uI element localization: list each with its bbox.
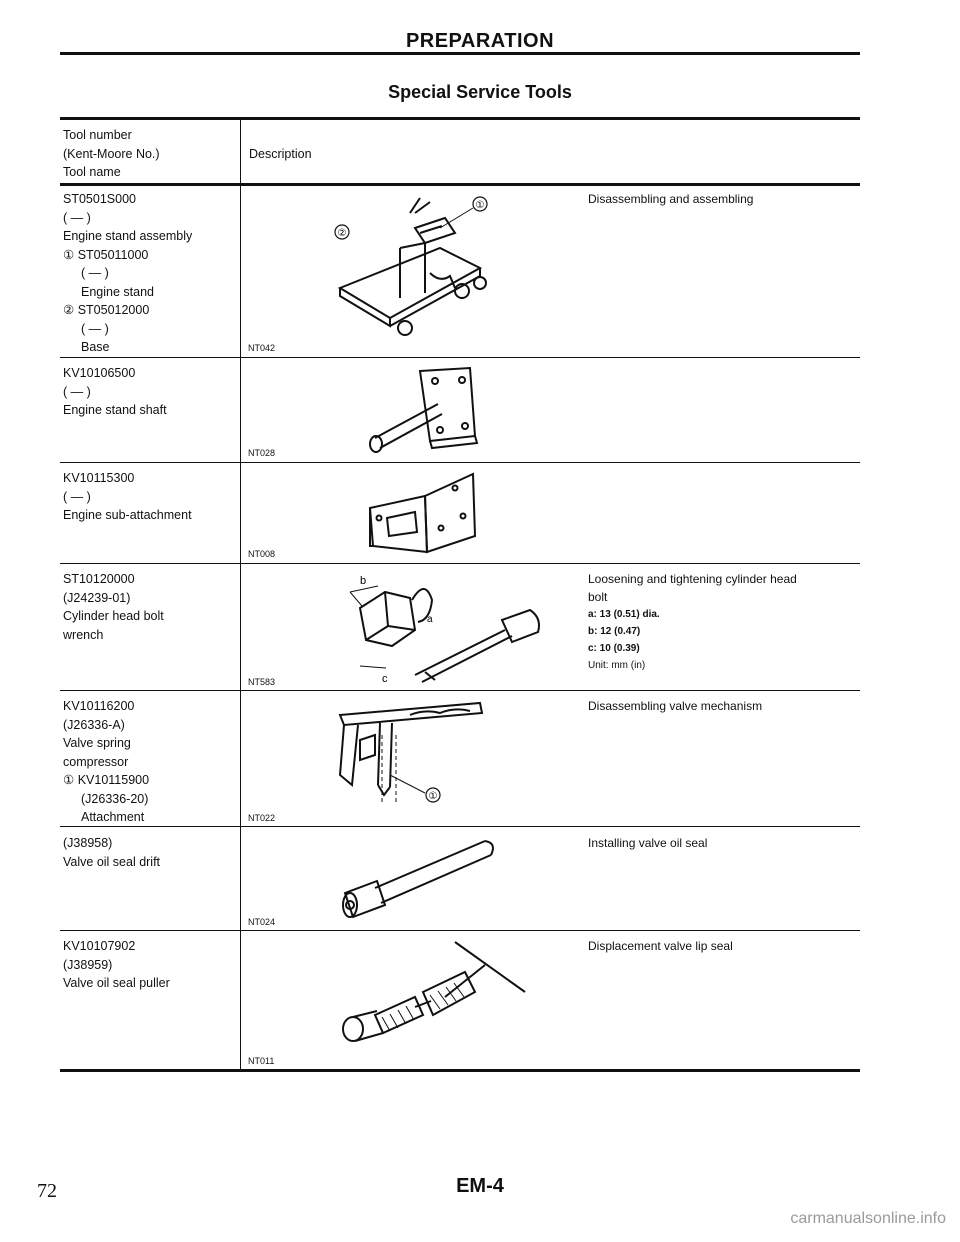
part-kent-moore: ( — ) [81, 266, 109, 280]
kent-moore-number: (J38959) [63, 957, 113, 972]
tool-description [588, 570, 797, 674]
engine-stand-illustration [330, 188, 530, 348]
head-bolt-wrench-illustration [330, 570, 560, 685]
kent-moore-number: ( — ) [63, 489, 91, 504]
figure-code: NT022 [248, 813, 276, 823]
spec-line: a: 13 (0.51) dia. [588, 609, 660, 620]
tool-name: Valve oil seal puller [63, 976, 170, 990]
part-name: Engine stand [81, 284, 154, 299]
stand-shaft-illustration [360, 366, 490, 458]
figure-code: NT583 [248, 677, 276, 687]
callout-1-marker [440, 197, 487, 228]
part-marker: ② [63, 303, 75, 317]
dimension-label-c: c [382, 673, 388, 685]
table-row [63, 834, 160, 871]
figure-code: NT042 [248, 343, 276, 353]
tool-name: Engine stand assembly [63, 229, 193, 243]
table-row [63, 570, 164, 644]
table-row [63, 190, 192, 357]
header-line: (Kent-Moore No.) [63, 146, 160, 161]
figure-code: NT028 [248, 448, 276, 458]
section-subtitle: Special Service Tools [388, 82, 572, 102]
callout-2-marker [335, 225, 349, 239]
page-number: 72 [37, 1180, 57, 1202]
unit-label: Unit: mm (in) [588, 660, 646, 671]
tool-number: ST0501S000 [63, 192, 136, 206]
tool-name: Cylinder head bolt [63, 609, 164, 623]
tool-name: Valve oil seal drift [63, 854, 161, 869]
description-line: bolt [588, 590, 608, 604]
svg-text:①: ① [428, 791, 438, 802]
page-code: EM-4 [456, 1175, 504, 1197]
kent-moore-number: (J24239-01) [63, 590, 131, 605]
row-divider [60, 690, 860, 691]
part-name: Base [81, 340, 110, 354]
tool-name: compressor [63, 754, 129, 769]
part-name: Attachment [81, 810, 145, 824]
part-kent-moore: (J26336-20) [81, 791, 149, 806]
dimension-label-a: a [427, 614, 433, 625]
tool-description: Installing valve oil seal [588, 836, 708, 850]
tool-name: Engine stand shaft [63, 403, 167, 417]
valve-spring-compressor-illustration [330, 695, 500, 820]
sub-attachment-illustration [365, 466, 485, 558]
header-rule [60, 183, 860, 186]
tool-description: Displacement valve lip seal [588, 939, 733, 953]
tool-name: wrench [63, 627, 104, 642]
tool-number: KV10115300 [63, 471, 135, 485]
tool-description: Disassembling and assembling [588, 192, 754, 206]
table-row [63, 937, 170, 993]
part-kent-moore: ( — ) [81, 321, 109, 336]
tool-number: KV10107902 [63, 939, 136, 953]
part-marker: ① [63, 247, 75, 262]
part-number: ST05011000 [77, 247, 149, 262]
tool-number: KV10116200 [63, 699, 135, 713]
oil-seal-drift-illustration [335, 833, 505, 923]
description-column-header: Description [249, 147, 312, 161]
spec-line: b: 12 (0.47) [588, 626, 641, 637]
dimension-label-b: b [360, 575, 367, 587]
callout-1-marker [390, 775, 440, 802]
header-line: Tool name [63, 165, 121, 179]
kent-moore-number: ( — ) [63, 210, 91, 225]
header-line: Tool number [63, 128, 132, 142]
spec-line: c: 10 (0.39) [588, 643, 640, 654]
kent-moore-number: ( — ) [63, 384, 91, 399]
tool-description: Disassembling valve mechanism [588, 699, 763, 713]
figure-code: NT024 [248, 917, 276, 927]
figure-code: NT011 [248, 1056, 275, 1066]
column-divider [240, 118, 241, 1071]
table-row [63, 469, 192, 525]
table-bottom-rule [60, 1069, 860, 1072]
watermark-text: carmanualsonline.info [790, 1210, 946, 1227]
oil-seal-puller-illustration [335, 937, 535, 1047]
tool-column-header [63, 126, 160, 182]
svg-text:①: ① [475, 200, 485, 211]
svg-text:②: ② [337, 228, 347, 239]
table-top-rule [60, 117, 860, 120]
kent-moore-number: (J26336-A) [63, 717, 125, 732]
row-divider [60, 930, 860, 931]
table-row [63, 364, 167, 420]
tool-number: ST10120000 [63, 572, 135, 586]
part-number: ST05012000 [77, 303, 150, 317]
tool-name: Valve spring [63, 736, 131, 750]
row-divider [60, 462, 860, 463]
tool-number: KV10106500 [63, 366, 136, 380]
row-divider [60, 563, 860, 564]
part-marker: ① [63, 773, 75, 787]
tool-name: Engine sub-attachment [63, 508, 192, 522]
kent-moore-number: (J38958) [63, 836, 113, 850]
row-divider [60, 826, 860, 827]
part-number: KV10115900 [77, 773, 150, 787]
page-title: PREPARATION [405, 30, 555, 52]
row-divider [60, 357, 860, 358]
title-rule [60, 52, 860, 55]
table-row [63, 697, 149, 827]
figure-code: NT008 [248, 549, 276, 559]
description-line: Loosening and tightening cylinder head [588, 572, 797, 586]
